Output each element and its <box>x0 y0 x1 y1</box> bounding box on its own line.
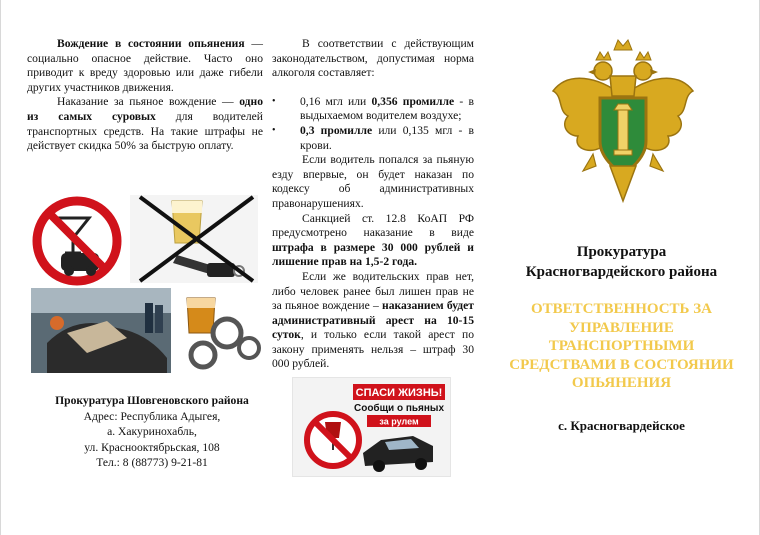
svg-text:Сообщи о пьяных: Сообщи о пьяных <box>353 403 445 414</box>
contacts-block <box>27 393 277 471</box>
cover-place: с. Красногвардейское <box>558 418 685 433</box>
save-life-poster <box>292 377 451 477</box>
left-column <box>27 37 263 154</box>
bullet-dot-icon: • <box>272 95 276 107</box>
poster-graphic <box>293 378 450 476</box>
left-paragraph-2: Наказание за пьяное вождение — одно из самых суровых для водителей транспортных средств. На такие штрафы не действует скидка 50% за быструю оплату. <box>27 95 264 153</box>
middle-column <box>272 37 474 372</box>
contacts-org: Прокуратура Шовгеновского района <box>55 394 249 407</box>
contacts-village: а. Хакуринохабль, <box>107 425 197 438</box>
left-paragraph-1: Вождение в состоянии опьянения — социально опасное действие. Часто оно приводит к вреду здоровью или даже гибели других участников движения. <box>27 37 263 94</box>
glass-and-keys-crossed-icon <box>130 195 258 283</box>
svg-text:за рулем: за рулем <box>379 416 419 427</box>
left-illustrations <box>27 193 263 378</box>
contacts-address: Адрес: Республика Адыгея, <box>83 409 221 423</box>
whiskey-handcuffs-photo <box>177 288 259 373</box>
cover-headline: ОТВЕТСТВЕННОСТЬ ЗА УПРАВЛЕНИЕ ТРАНСПОРТНЫМИ СРЕДСТВАМИ В СОСТОЯНИИ ОПЬЯНЕНИЯ <box>509 301 734 391</box>
car-crash-photo <box>31 288 171 373</box>
arrest-paragraph: Если же водительских прав нет, либо человек ранее был лишен прав не за пьяное вождение – наказанием будет административный арест на 10-15 суток, и только если такой арест по закону применять нельзя – штраф 30 000 рублей. <box>272 269 474 371</box>
sanction-paragraph: Санкцией ст. 12.8 КоАП РФ предусмотрено наказание в виде штрафа в размере 30 000 рублей и лишение прав на 1,5-2 года. <box>272 211 474 269</box>
bullet-dot-icon: • <box>272 124 276 136</box>
prosecutor-emblem-icon <box>548 36 698 211</box>
cover-org-title: Прокуратура Красногвардейского района <box>525 244 718 280</box>
alcohol-norm-intro: В соответствии с действующим законодательством, допустимая норма алкоголя составляет: <box>272 37 474 80</box>
first-offense-paragraph: Если водитель попался за пьяную езду впервые, он будет наказан по кодексу об административных правонарушениях. <box>272 153 474 210</box>
contacts-street: ул. Краснооктябрьская, 108 <box>84 440 220 454</box>
contacts-phone: Тел.: 8 (88773) 9-21-81 <box>96 456 208 469</box>
svg-text:СПАСИ ЖИЗНЬ!: СПАСИ ЖИЗНЬ! <box>355 387 443 399</box>
cover-panel <box>482 0 760 535</box>
bullet-blood: • 0,3 промилле или 0,135 мгл - в крови. <box>272 123 474 152</box>
no-drunk-driving-icon <box>37 201 117 281</box>
bullet-breath: • 0,16 мгл или 0,356 промилле - в выдыхаемом водителем воздухе; <box>272 94 474 123</box>
